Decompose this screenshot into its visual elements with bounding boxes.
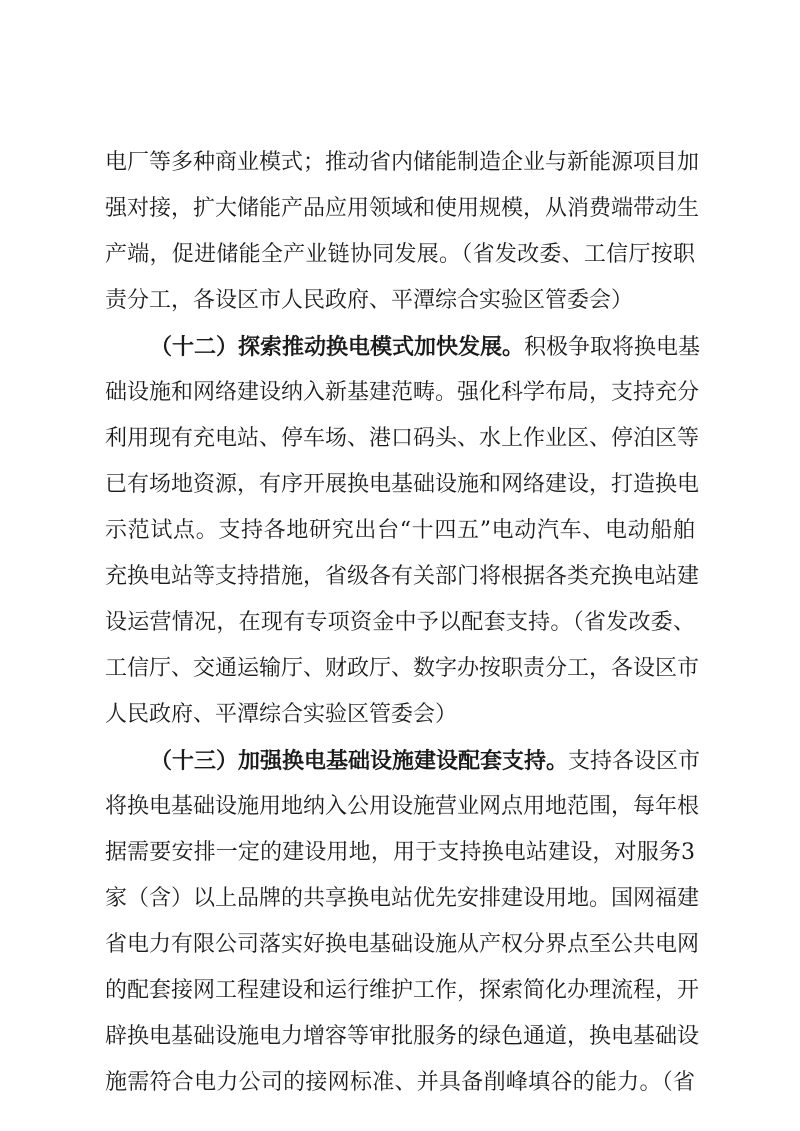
section-heading: （十二）探索推动换电模式加快发展。 (150, 334, 525, 360)
section-heading: （十三）加强换电基础设施建设配套支持。 (150, 748, 569, 774)
body-text-line: 础设施和网络建设纳入新基建范畴。强化科学布局，支持充分 (105, 380, 700, 405)
body-text-line: 产端，促进储能全产业链协同发展。（省发改委、工信厅按职 (105, 242, 695, 267)
body-text-line: 已有场地资源，有序开展换电基础设施和网络建设，打造换电 (105, 472, 700, 497)
body-text-line: 工信厅、交通运输厅、财政厅、数字办按职责分工，各设区市 (105, 656, 700, 681)
body-text-line: 省电力有限公司落实好换电基础设施从产权分界点至公共电网 (105, 932, 700, 957)
body-text-run: 积极争取将换电基 (524, 335, 701, 360)
body-text-line: 施需符合电力公司的接网标准、并具备削峰填谷的能力。（省 (105, 1070, 695, 1095)
body-text-line: 将换电基础设施用地纳入公用设施营业网点用地范围，每年根 (105, 794, 700, 819)
body-text-line: 强对接，扩大储能产品应用领域和使用规模，从消费端带动生 (105, 196, 700, 221)
body-text-line: 充换电站等支持措施，省级各有关部门将根据各类充换电站建 (105, 564, 700, 589)
body-text-line: 辟换电基础设施电力增容等审批服务的绿色通道，换电基础设 (105, 1024, 700, 1049)
body-text-line: 的配套接网工程建设和运行维护工作，探索简化办理流程，开 (105, 978, 700, 1003)
body-text-line: 示范试点。支持各地研究出台“十四五”电动汽车、电动船舶 (105, 518, 695, 543)
section-heading-line (150, 327, 701, 367)
body-text-line: 设运营情况，在现有专项资金中予以配套支持。（省发改委、 (105, 610, 695, 635)
body-text-line: 人民政府、平潭综合实验区管委会） (105, 702, 458, 727)
body-text-line: 据需要安排一定的建设用地，用于支持换电站建设，对服务3 (105, 840, 695, 865)
body-text-run: 支持各设区市 (568, 749, 701, 774)
body-text-line: 电厂等多种商业模式；推动省内储能制造企业与新能源项目加 (105, 150, 700, 175)
body-text-line: 责分工，各设区市人民政府、平潭综合实验区管委会） (105, 288, 634, 313)
section-heading-line (150, 741, 701, 781)
body-text-line: 利用现有充电站、停车场、港口码头、水上作业区、停泊区等 (105, 426, 700, 451)
body-text-line: 家（含）以上品牌的共享换电站优先安排建设用地。国网福建 (105, 886, 700, 911)
